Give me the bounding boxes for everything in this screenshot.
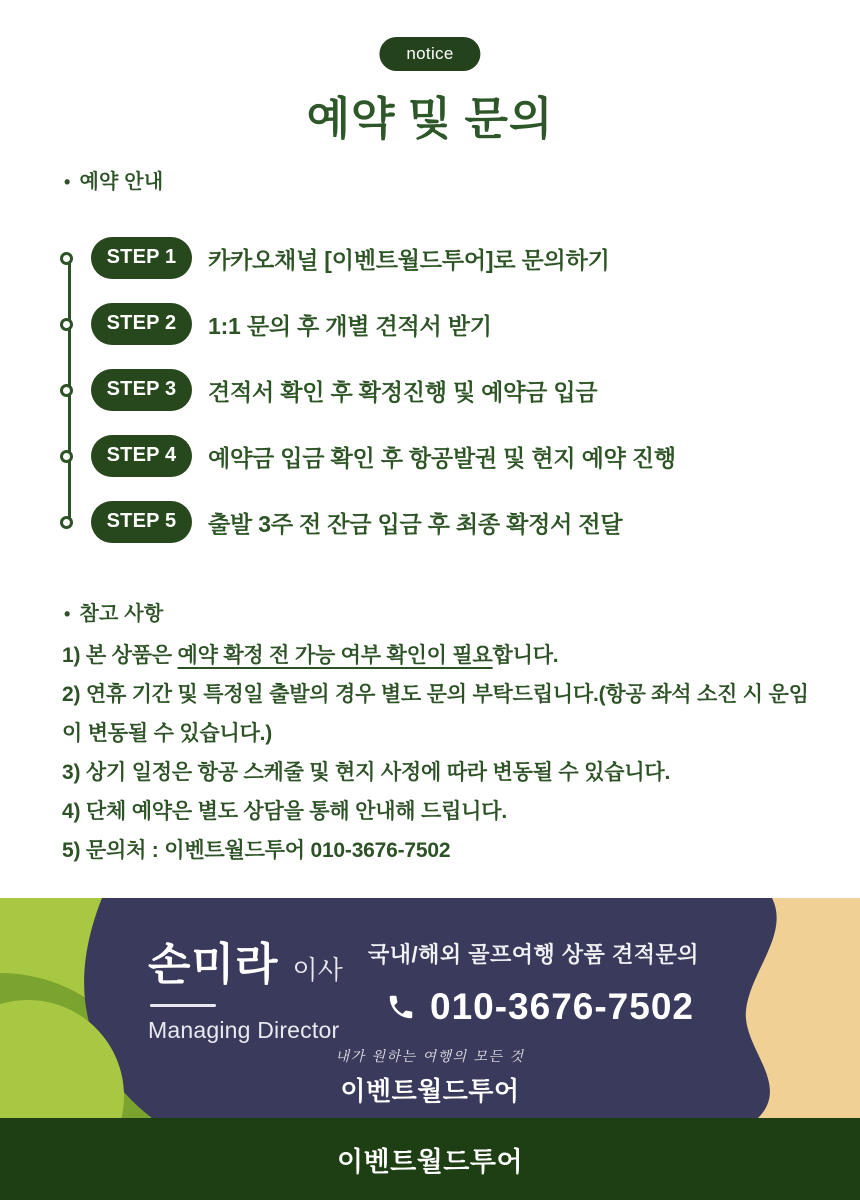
notes-list — [62, 636, 810, 870]
timeline-node-icon — [60, 318, 73, 331]
contact-banner — [0, 898, 860, 1118]
step-row-2 — [60, 304, 676, 344]
note-item-1 — [62, 636, 810, 675]
page-title: 예약 및 문의 — [306, 94, 554, 144]
bottom-bar-brand-text: 이벤트월드투어 — [336, 1146, 524, 1177]
inquiry-label: 국내/해외 골프여행 상품 견적문의 — [368, 942, 699, 967]
manager-name: 손미라 — [148, 940, 279, 989]
steps-timeline — [60, 238, 676, 568]
timeline-node-icon — [60, 450, 73, 463]
timeline-node-icon — [60, 516, 73, 529]
note-underlined-text: 예약 확정 전 가능 여부 확인이 필요 — [177, 644, 493, 667]
step-badge: STEP 4 — [91, 435, 192, 477]
section-label-text: 참고 사항 — [79, 603, 164, 625]
bullet-icon: • — [64, 604, 71, 624]
notice-badge: notice — [379, 37, 480, 71]
brand-name: 이벤트월드투어 — [340, 1076, 520, 1106]
section-label-booking-guide — [64, 165, 163, 194]
section-label-text: 예약 안내 — [79, 171, 164, 193]
note-text: 1) 본 상품은 — [62, 644, 178, 667]
bullet-icon: • — [64, 172, 71, 192]
step-text: 카카오채널 [이벤트월드투어]로 문의하기 — [208, 246, 610, 273]
brand-logo-block — [0, 1046, 860, 1108]
note-item-2: 2) 연휴 기간 및 특정일 출발의 경우 별도 문의 부탁드립니다.(항공 좌석 소진 시 운임이 변동될 수 있습니다.) — [62, 683, 809, 745]
timeline-node-icon — [60, 384, 73, 397]
timeline-node-icon — [60, 252, 73, 265]
step-text: 예약금 입금 확인 후 항공발권 및 현지 예약 진행 — [208, 444, 676, 471]
step-row-5 — [60, 502, 676, 542]
section-label-notes — [64, 597, 163, 626]
step-row-3 — [60, 370, 676, 410]
contact-block — [368, 938, 699, 1028]
step-badge: STEP 1 — [91, 237, 192, 279]
phone-number[interactable]: 010-3676-7502 — [430, 986, 694, 1027]
manager-title-en: Managing Director — [148, 1017, 340, 1043]
step-badge: STEP 5 — [91, 501, 192, 543]
phone-icon — [386, 992, 416, 1022]
name-underline — [150, 1004, 216, 1007]
note-item-3: 3) 상기 일정은 항공 스케줄 및 현지 사정에 따라 변동될 수 있습니다. — [62, 761, 671, 784]
manager-title-kr: 이사 — [292, 955, 343, 985]
step-text: 견적서 확인 후 확정진행 및 예약금 입금 — [208, 378, 598, 405]
bottom-brand-bar — [0, 1118, 860, 1200]
note-item-5: 5) 문의처 : 이벤트월드투어 010-3676-7502 — [62, 839, 451, 862]
step-row-4 — [60, 436, 676, 476]
step-badge: STEP 2 — [91, 303, 192, 345]
phone-row[interactable] — [386, 986, 699, 1028]
manager-block — [148, 928, 343, 1044]
note-item-4: 4) 단체 예약은 별도 상담을 통해 안내해 드립니다. — [62, 800, 507, 823]
step-text: 출발 3주 전 잔금 입금 후 최종 확정서 전달 — [208, 510, 623, 537]
step-badge: STEP 3 — [91, 369, 192, 411]
brand-slogan: 내가 원하는 여행의 모든 것 — [335, 1049, 525, 1065]
step-text: 1:1 문의 후 개별 견적서 받기 — [208, 312, 492, 339]
step-row-1 — [60, 238, 676, 278]
note-text: 합니다. — [492, 644, 559, 667]
